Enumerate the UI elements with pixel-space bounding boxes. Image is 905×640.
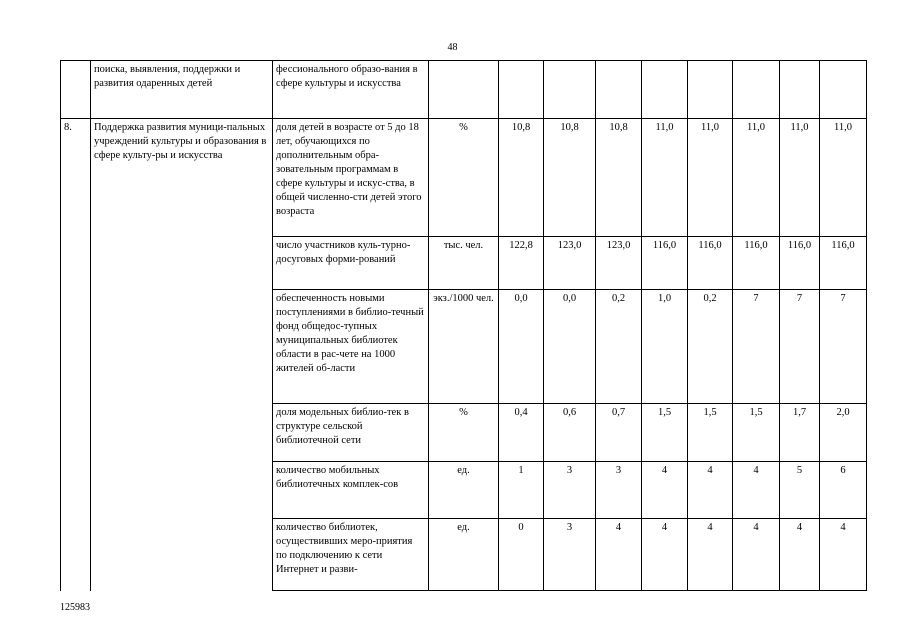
unit-cell: экз./1000 чел. — [429, 290, 499, 404]
value-cell: 116,0 — [780, 237, 820, 290]
value-cell: 3 — [544, 519, 596, 591]
unit-cell: тыс. чел. — [429, 237, 499, 290]
value-cell: 1,5 — [642, 404, 688, 462]
value-cell: 123,0 — [596, 237, 642, 290]
value-cell: 116,0 — [820, 237, 867, 290]
table-row — [61, 119, 867, 237]
unit-cell: % — [429, 119, 499, 237]
section-index-cell: 8. — [61, 119, 91, 591]
continuation-row — [61, 61, 867, 119]
value-cell: 4 — [820, 519, 867, 591]
value-cell: 1,5 — [688, 404, 733, 462]
value-cell — [780, 61, 820, 119]
value-cell: 7 — [820, 290, 867, 404]
document-code: 125983 — [60, 602, 90, 613]
continuation-index-cell — [61, 61, 91, 119]
value-cell: 11,0 — [733, 119, 780, 237]
indicator-cell: доля детей в возрасте от 5 до 18 лет, обучающихся по дополнительным обра-зовательным программам в сфере культуры и искус-ства, в общей численно-сти детей этого возраста — [273, 119, 429, 237]
value-cell: 2,0 — [820, 404, 867, 462]
value-cell: 6 — [820, 462, 867, 519]
value-cell: 3 — [544, 462, 596, 519]
indicator-cell: доля модельных библио-тек в структуре сельской библиотечной сети — [273, 404, 429, 462]
value-cell: 0,4 — [499, 404, 544, 462]
value-cell: 4 — [688, 519, 733, 591]
value-cell: 1,0 — [642, 290, 688, 404]
indicator-cell: количество мобильных библиотечных комплек-сов — [273, 462, 429, 519]
value-cell: 11,0 — [688, 119, 733, 237]
value-cell: 10,8 — [544, 119, 596, 237]
value-cell: 3 — [596, 462, 642, 519]
value-cell — [544, 61, 596, 119]
unit-cell: ед. — [429, 462, 499, 519]
value-cell: 0,0 — [499, 290, 544, 404]
value-cell: 123,0 — [544, 237, 596, 290]
value-cell: 4 — [688, 462, 733, 519]
section-name-cell: Поддержка развития муници-пальных учреждений культуры и образования в сфере культу-ры и искусства — [91, 119, 273, 591]
value-cell: 10,8 — [499, 119, 544, 237]
value-cell: 0,7 — [596, 404, 642, 462]
value-cell: 1,7 — [780, 404, 820, 462]
continuation-unit-cell — [429, 61, 499, 119]
value-cell: 1 — [499, 462, 544, 519]
value-cell: 4 — [596, 519, 642, 591]
value-cell: 0,2 — [688, 290, 733, 404]
unit-cell: ед. — [429, 519, 499, 591]
value-cell: 0,0 — [544, 290, 596, 404]
value-cell: 7 — [733, 290, 780, 404]
value-cell: 0 — [499, 519, 544, 591]
value-cell: 0,2 — [596, 290, 642, 404]
value-cell: 7 — [780, 290, 820, 404]
value-cell — [596, 61, 642, 119]
unit-cell: % — [429, 404, 499, 462]
value-cell: 4 — [642, 462, 688, 519]
value-cell: 4 — [733, 462, 780, 519]
value-cell: 116,0 — [642, 237, 688, 290]
value-cell: 11,0 — [642, 119, 688, 237]
value-cell — [688, 61, 733, 119]
indicator-cell: количество библиотек, осуществивших меро-приятия по подключению к сети Интернет и разви- — [273, 519, 429, 591]
value-cell: 5 — [780, 462, 820, 519]
indicators-table — [60, 60, 867, 591]
page-number: 48 — [447, 42, 458, 53]
indicator-cell: число участников куль-турно-досуговых форми-рований — [273, 237, 429, 290]
continuation-indicator-cell: фессионального образо-вания в сфере культуры и искусства — [273, 61, 429, 119]
indicator-cell: обеспеченность новыми поступлениями в библио-течный фонд общедос-тупных муниципальных библиотек области в рас-чете на 1000 жителей об-ласти — [273, 290, 429, 404]
value-cell: 4 — [642, 519, 688, 591]
value-cell — [642, 61, 688, 119]
value-cell — [733, 61, 780, 119]
value-cell: 116,0 — [688, 237, 733, 290]
value-cell: 122,8 — [499, 237, 544, 290]
value-cell: 11,0 — [780, 119, 820, 237]
value-cell — [499, 61, 544, 119]
value-cell: 11,0 — [820, 119, 867, 237]
value-cell: 10,8 — [596, 119, 642, 237]
value-cell: 4 — [780, 519, 820, 591]
table-body — [61, 61, 867, 591]
value-cell — [820, 61, 867, 119]
value-cell: 4 — [733, 519, 780, 591]
continuation-name-cell: поиска, выявления, поддержки и развития одаренных детей — [91, 61, 273, 119]
value-cell: 116,0 — [733, 237, 780, 290]
value-cell: 0,6 — [544, 404, 596, 462]
value-cell: 1,5 — [733, 404, 780, 462]
